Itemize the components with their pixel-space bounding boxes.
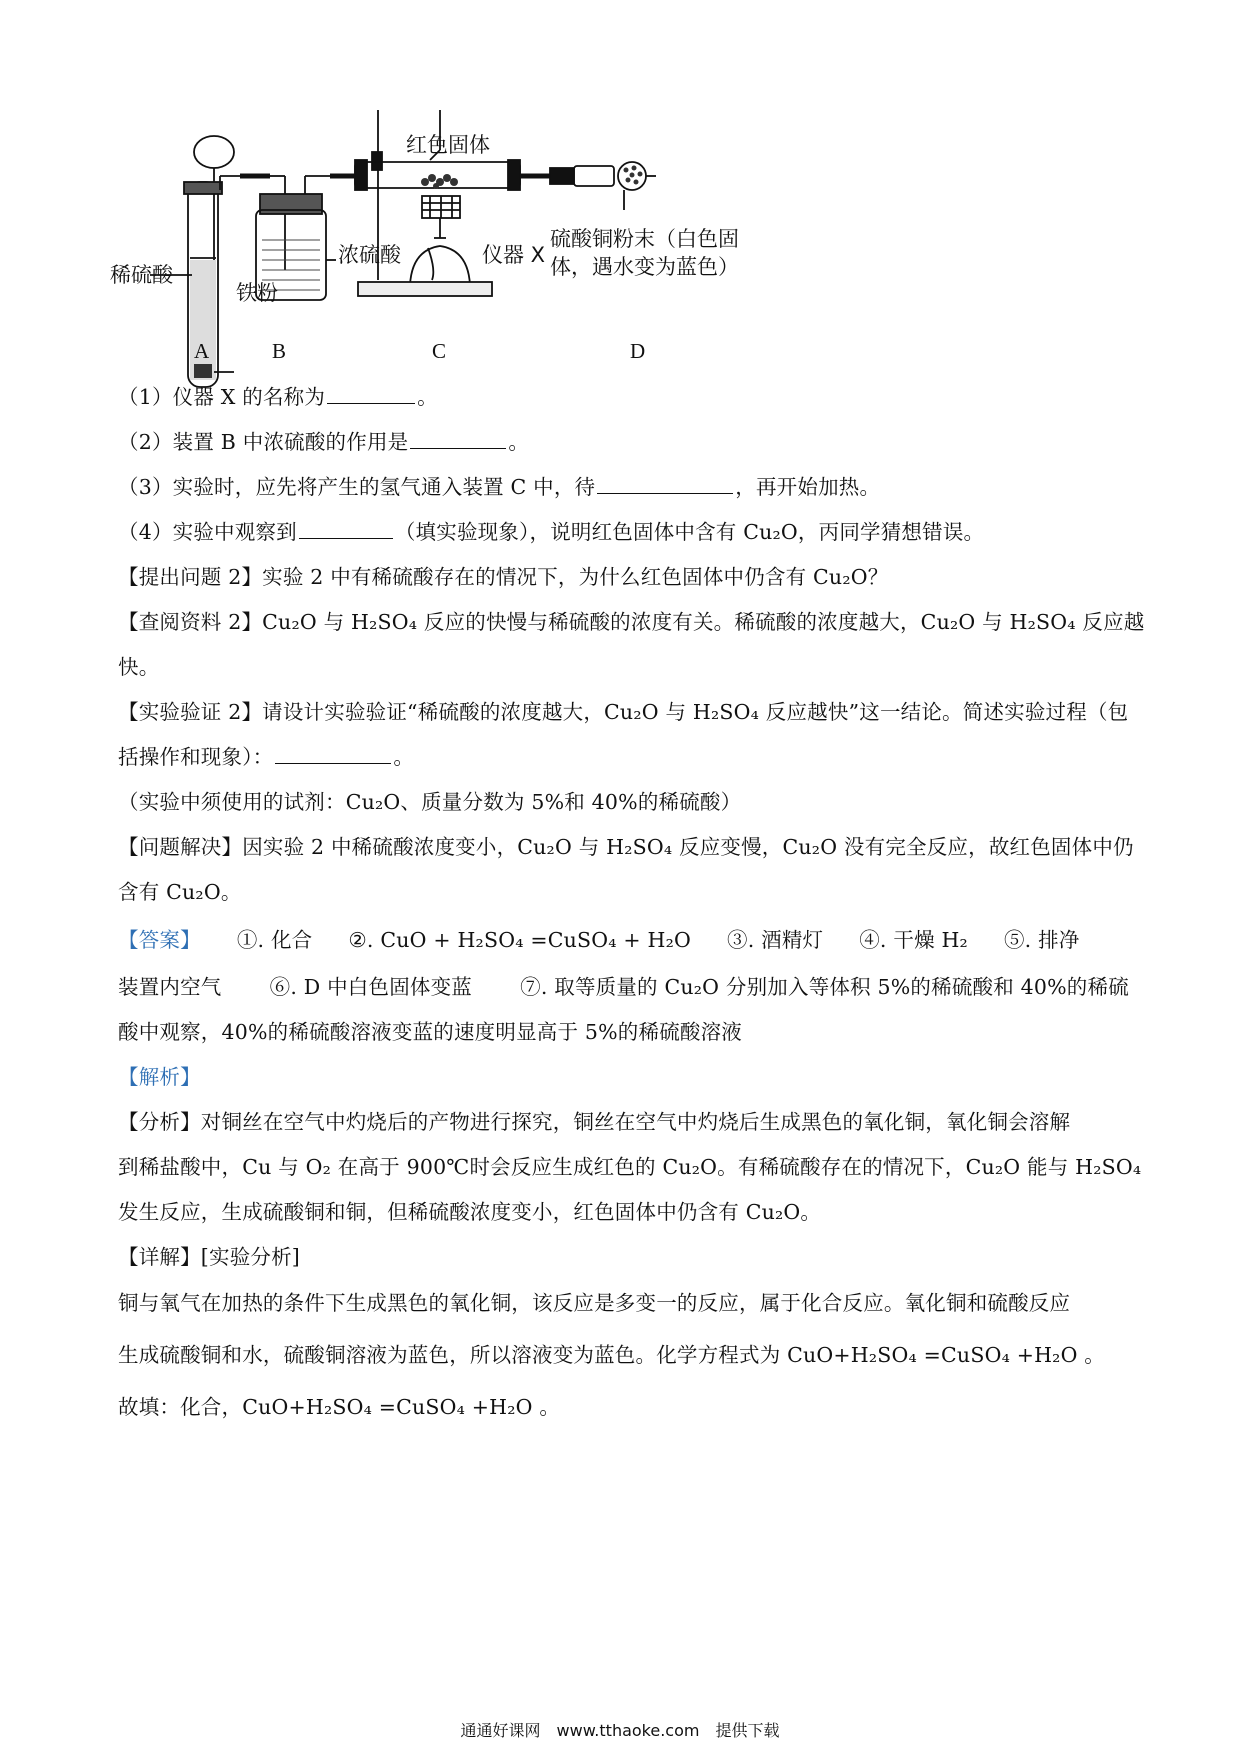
- letter-d: D: [630, 339, 646, 363]
- label-instrument-x: 仪器 X: [482, 243, 546, 267]
- label-iron-powder: 铁粉: [236, 281, 278, 305]
- q1-answer-blank[interactable]: [327, 383, 415, 404]
- verify-2-end: 。: [393, 745, 415, 769]
- data-2-line1: 【查阅资料 2】Cu₂O 与 H₂SO₄ 反应的快慢与稀硫酸的浓度有关。稀硫酸的浓度越大，Cu₂O 与 H₂SO₄ 反应越: [118, 610, 1145, 634]
- answer-tag: 【答案】: [118, 928, 201, 952]
- detail-line2: 生成硫酸铜和水，硫酸铜溶液为蓝色，所以溶液变为蓝色。化学方程式为 CuO+H₂SO₄ =CuSO₄ +H₂O 。: [118, 1343, 1106, 1367]
- letter-c: C: [432, 339, 447, 363]
- answer-line2: 装置内空气 ⑥. D 中白色固体变蓝 ⑦. 取等质量的 Cu₂O 分别加入等体积 5%的稀硫酸和 40%的稀硫: [118, 975, 1129, 999]
- answer-2: ②. CuO + H₂SO₄ =CuSO₄ + H₂O: [348, 928, 691, 952]
- q1-end: 。: [417, 385, 438, 409]
- label-cuso4-line1: 硫酸铜粉末（白色固: [550, 227, 739, 251]
- q2-text: （2）装置 B 中浓硫酸的作用是: [118, 430, 409, 454]
- detail-heading: 【详解】[实验分析]: [118, 1245, 300, 1269]
- question-3: [118, 472, 1138, 502]
- answer-line3: 酸中观察，40%的稀硫酸溶液变蓝的速度明显高于 5%的稀硫酸溶液: [118, 1020, 743, 1044]
- verify-2-line1: 【实验验证 2】请设计实验验证“稀硫酸的浓度越大，Cu₂O 与 H₂SO₄ 反应越快”这一结论。简述实验过程（包: [118, 700, 1129, 724]
- question-2: [118, 427, 1138, 457]
- data-2-line2: 快。: [118, 655, 160, 679]
- verify-2-answer-blank[interactable]: [275, 743, 391, 764]
- detail-line1: 铜与氧气在加热的条件下生成黑色的氧化铜，该反应是多变一的反应，属于化合反应。氧化铜和硫酸反应: [118, 1291, 1071, 1315]
- analysis-line2: 到稀盐酸中，Cu 与 O₂ 在高于 900℃时会反应生成红色的 Cu₂O。有稀硫酸存在的情况下，Cu₂O 能与 H₂SO₄: [118, 1155, 1142, 1179]
- analysis-line1: 【分析】对铜丝在空气中灼烧后的产物进行探究，铜丝在空气中灼烧后生成黑色的氧化铜，氧化铜会溶解: [118, 1110, 1071, 1134]
- solve-line2: 含有 Cu₂O。: [118, 880, 242, 904]
- q2-answer-blank[interactable]: [410, 428, 506, 449]
- letter-b: B: [272, 339, 287, 363]
- apparatus-diagram: [110, 110, 760, 410]
- analysis-tag: 【解析】: [118, 1065, 201, 1089]
- label-cuso4-line2: 体，遇水变为蓝色）: [550, 255, 739, 279]
- q3-text: （3）实验时，应先将产生的氢气通入装置 C 中，待: [118, 475, 596, 499]
- q4-end: （填实验现象），说明红色固体中含有 Cu₂O，丙同学猜想错误。: [394, 520, 985, 544]
- apparatus-d: [550, 162, 656, 210]
- page-footer: 通通好课网 www.tthaoke.com 提供下载: [460, 1721, 780, 1740]
- q3-end: ，再开始加热。: [735, 475, 881, 499]
- q2-end: 。: [508, 430, 530, 454]
- letter-a: A: [194, 339, 210, 363]
- answer-line1: [118, 925, 1138, 955]
- q4-answer-blank[interactable]: [299, 518, 393, 539]
- answer-3: ③. 酒精灯: [727, 928, 824, 952]
- reagents-note: （实验中须使用的试剂：Cu₂O、质量分数为 5%和 40%的稀硫酸）: [118, 790, 742, 814]
- answer-5: ⑤. 排净: [1003, 928, 1080, 952]
- analysis-line3: 发生反应，生成硫酸铜和铜，但稀硫酸浓度变小，红色固体中仍含有 Cu₂O。: [118, 1200, 822, 1224]
- question-1: [118, 382, 1138, 412]
- label-red-solid: 红色固体: [406, 133, 490, 157]
- question-4: [118, 517, 1138, 547]
- verify-2-line2: [118, 742, 1138, 772]
- q1-text: （1）仪器 X 的名称为: [118, 385, 326, 409]
- q3-answer-blank[interactable]: [597, 473, 733, 494]
- answer-1: ①. 化合: [236, 928, 313, 952]
- verify-2-text: 括操作和现象）：: [118, 745, 274, 769]
- solve-line1: 【问题解决】因实验 2 中稀硫酸浓度变小，Cu₂O 与 H₂SO₄ 反应变慢，Cu₂O 没有完全反应，故红色固体中仍: [118, 835, 1134, 859]
- q4-text: （4）实验中观察到: [118, 520, 297, 544]
- answer-4: ④. 干燥 H₂: [859, 928, 968, 952]
- label-dilute-acid: 稀硫酸: [110, 263, 173, 287]
- problem-2: 【提出问题 2】实验 2 中有稀硫酸存在的情况下，为什么红色固体中仍含有 Cu₂O？: [118, 565, 889, 589]
- detail-line3: 故填：化合，CuO+H₂SO₄ =CuSO₄ +H₂O 。: [118, 1395, 561, 1419]
- label-conc-acid: 浓硫酸: [338, 243, 401, 267]
